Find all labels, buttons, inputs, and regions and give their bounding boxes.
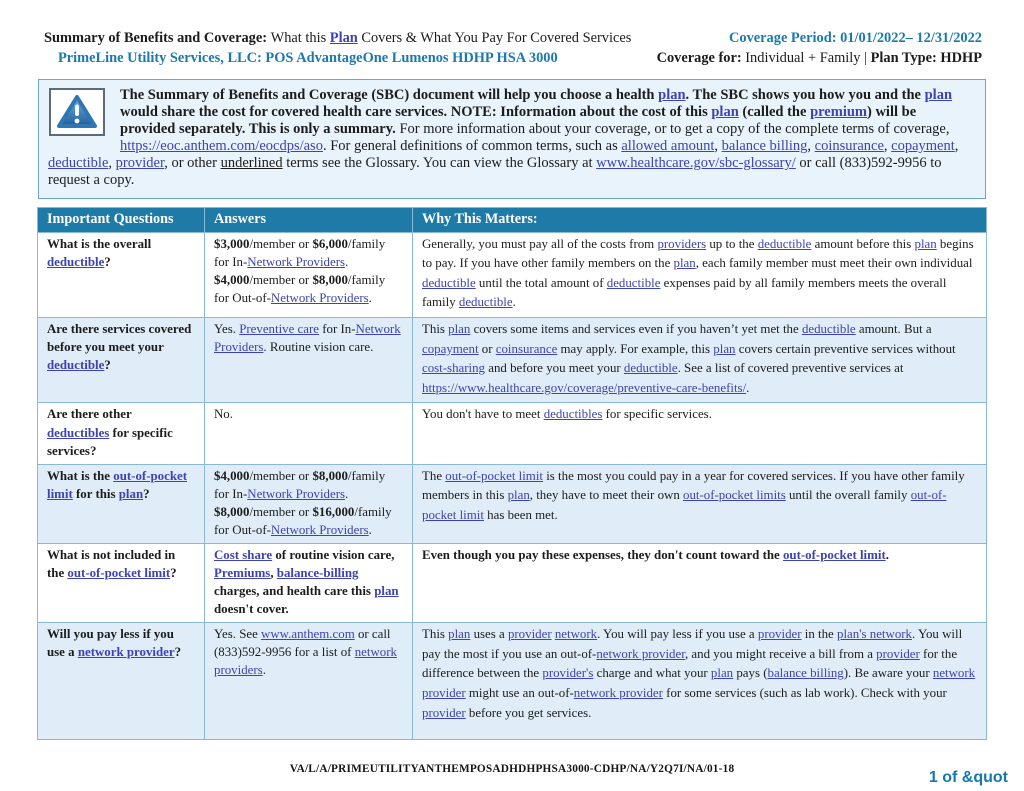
table-row — [38, 318, 987, 403]
answer-cell — [205, 464, 413, 543]
why-cell — [413, 623, 987, 740]
benefits-table-body — [38, 232, 987, 740]
text-segment: /member or — [249, 504, 313, 519]
text-segment: ? — [170, 565, 177, 580]
glossary-link[interactable]: deductible — [606, 275, 661, 290]
glossary-link[interactable]: deductibles — [543, 407, 603, 422]
glossary-link[interactable]: Premiums — [214, 565, 271, 580]
text-segment: ? — [174, 645, 182, 660]
glossary-link[interactable]: coinsurance — [495, 341, 558, 356]
glossary-link[interactable]: plan — [713, 341, 736, 356]
text-segment: ? — [143, 486, 150, 501]
text-segment: up to the — [706, 236, 758, 251]
text-segment: . You will pay the most if you use an out-of- — [422, 627, 963, 661]
text-segment: $8,000 — [214, 504, 250, 519]
glossary-link[interactable]: plan — [710, 666, 734, 681]
text-segment: , — [108, 155, 116, 172]
text-segment: until the overall family — [785, 488, 911, 503]
glossary-link[interactable]: deductibles — [47, 425, 110, 440]
text-segment: $8,000 — [312, 468, 348, 483]
glossary-link[interactable]: copayment — [891, 138, 955, 155]
text-segment: (called the — [738, 104, 811, 121]
glossary-link[interactable]: plan — [924, 86, 953, 103]
text-segment: , each family member must meet their own individual — [695, 256, 973, 271]
text-segment: No. — [214, 407, 233, 422]
glossary-link[interactable]: network provider — [596, 646, 685, 661]
glossary-link[interactable]: plan — [448, 627, 471, 642]
text-segment: . Routine vision care. — [263, 340, 374, 355]
coverage-for — [657, 48, 982, 68]
text-segment: , and you might receive a bill from a — [684, 646, 877, 661]
glossary-link[interactable]: network — [932, 666, 976, 681]
text-segment: /member or — [249, 236, 313, 251]
question-cell — [38, 543, 205, 622]
table-row — [38, 464, 987, 543]
glossary-link[interactable]: out-of-pocket limit — [445, 468, 543, 483]
text-segment: might use an out-of- — [465, 685, 574, 700]
text-segment: begins to pay. If you have other family members on the — [422, 236, 974, 271]
text-segment: . — [512, 295, 516, 310]
glossary-link[interactable]: balance billing — [721, 138, 808, 155]
question-cell — [38, 403, 205, 464]
text-segment: What is not included in the — [47, 547, 176, 580]
glossary-link[interactable]: out-of-pocket limit — [422, 488, 947, 522]
glossary-link[interactable]: plan — [507, 488, 530, 503]
text-segment: What is the overall — [47, 236, 152, 251]
answer-cell — [205, 403, 413, 464]
answer-cell — [205, 232, 413, 317]
coverage-period: Coverage Period: 01/01/2022– 12/31/2022 — [729, 30, 982, 46]
text-segment: You don't have to meet — [422, 407, 544, 422]
text-segment: . — [368, 522, 372, 537]
answer-cell — [205, 543, 413, 622]
glossary-link[interactable]: balance-billing — [276, 565, 359, 580]
why-cell — [413, 403, 987, 464]
text-segment: $3,000 — [214, 236, 250, 251]
glossary-link[interactable]: deductible — [47, 254, 105, 269]
text-segment: , — [714, 138, 722, 155]
glossary-link[interactable]: Network Providers — [247, 254, 346, 269]
text-segment: For more information about your coverage, or to get a copy of the complete terms of coverage, — [399, 121, 950, 138]
glossary-link[interactable]: Network Providers — [270, 522, 369, 537]
glossary-link[interactable]: www.healthcare.gov/sbc-glossary/ — [596, 155, 796, 172]
text-segment: Yes. — [214, 322, 240, 336]
text-segment: Are there services covered before you meet your — [47, 322, 192, 355]
glossary-link[interactable]: out-of-pocket limit — [67, 565, 171, 580]
glossary-link[interactable]: coinsurance — [814, 138, 884, 155]
text-segment: for specific services? — [47, 425, 173, 458]
text-segment: Yes. See — [214, 627, 262, 642]
glossary-link[interactable]: Network Providers — [214, 322, 401, 355]
text-segment: $4,000 — [214, 468, 250, 483]
text-segment: What this — [270, 30, 330, 46]
text-segment: Summary of Benefits and Coverage: — [44, 30, 271, 46]
question-cell — [38, 318, 205, 403]
glossary-link[interactable]: plan's network — [837, 627, 912, 642]
text-segment: before you get services. — [465, 705, 592, 720]
text-segment: covers some items and services even if you haven’t yet met the — [470, 322, 802, 336]
text-segment: /member or — [249, 272, 313, 287]
text-segment: until the total amount of — [475, 275, 607, 290]
text-segment: /family for Out-of- — [214, 504, 392, 537]
glossary-link[interactable]: provider — [757, 627, 802, 642]
column-header-important-questions: Important Questions — [38, 207, 205, 232]
text-segment: may apply. For example, this — [557, 341, 714, 356]
column-header-answers: Answers — [205, 207, 413, 232]
text-segment: Covers & What You Pay For Covered Services — [357, 30, 632, 46]
glossary-link[interactable]: cost-sharing — [422, 361, 486, 376]
question-cell — [38, 464, 205, 543]
text-segment: pays ( — [733, 666, 768, 681]
text-segment: /family for Out-of- — [214, 272, 386, 305]
text-segment: $16,000 — [312, 504, 355, 519]
page-number: 1 of &quot — [928, 769, 1008, 786]
text-segment: for In- — [319, 322, 356, 336]
glossary-link[interactable]: provider's — [542, 666, 594, 681]
glossary-link[interactable]: www.anthem.com — [261, 627, 355, 642]
table-row — [38, 623, 987, 740]
glossary-link[interactable]: Network Providers — [270, 290, 369, 305]
text-segment: and before you meet your — [485, 361, 624, 376]
glossary-link[interactable]: balance billing — [767, 666, 844, 681]
glossary-link[interactable]: network providers — [214, 645, 397, 678]
text-segment: /member or — [249, 468, 313, 483]
glossary-link[interactable]: Cost share — [214, 547, 273, 562]
text-segment: Generally, you must pay all of the costs from — [422, 236, 658, 251]
text-segment: or — [478, 341, 496, 356]
text-segment: Are there other — [47, 407, 132, 422]
text-segment: in the — [801, 627, 837, 642]
text-segment: or call (833)592-9956 to request a copy. — [48, 155, 942, 189]
document-header — [0, 0, 1024, 69]
glossary-link[interactable]: provider — [507, 627, 552, 642]
text-segment: What is the — [47, 468, 114, 483]
warning-triangle-icon — [56, 94, 98, 130]
glossary-link[interactable]: deductible — [47, 358, 105, 373]
text-segment: This — [422, 322, 449, 336]
text-segment: /family for In- — [214, 468, 386, 501]
why-cell — [413, 464, 987, 543]
glossary-link[interactable]: deductible — [48, 155, 109, 172]
glossary-link[interactable]: plan — [448, 322, 471, 336]
text-segment: is the most you could pay in a year for covered services. If you have other family members in this — [422, 468, 965, 503]
text-segment: for specific services. — [602, 407, 712, 422]
glossary-link[interactable]: plan — [374, 584, 399, 598]
text-segment: The Summary of Benefits and Coverage (SBC) document will help you choose a health — [120, 86, 659, 103]
benefits-table — [37, 207, 987, 741]
intro-box — [38, 79, 986, 199]
glossary-link[interactable]: deductible — [757, 236, 812, 251]
text-segment: . — [368, 290, 372, 305]
glossary-link[interactable]: premium — [810, 104, 867, 121]
text-segment: for some services (such as lab work). Check with your — [662, 685, 947, 700]
text-segment: . For general definitions of common terms, such as — [322, 138, 622, 155]
text-segment: , they have to meet their own — [529, 488, 683, 503]
glossary-link[interactable]: https://www.healthcare.gov/coverage/preventive-care-benefits/ — [422, 380, 747, 395]
glossary-link[interactable]: Plan — [329, 30, 358, 46]
glossary-link[interactable]: out-of-pocket limit — [782, 547, 886, 562]
text-segment: , or other — [164, 155, 221, 172]
glossary-link[interactable]: out-of-pocket limits — [683, 488, 786, 503]
why-cell — [413, 543, 987, 622]
answer-cell — [205, 318, 413, 403]
text-segment: ) will be provided separately. This is only a summary. — [120, 104, 917, 138]
text-segment: ). Be aware your — [843, 666, 933, 681]
text-segment: , — [883, 138, 892, 155]
text-segment: charges, and health care this — [214, 584, 375, 598]
glossary-link[interactable]: https://eoc.anthem.com/eocdps/aso — [120, 138, 323, 155]
text-segment: , — [807, 138, 815, 155]
glossary-link[interactable]: Preventive care — [239, 322, 320, 336]
question-cell — [38, 623, 205, 740]
text-segment: expenses paid by all family members meets the overall family — [422, 275, 947, 310]
glossary-link[interactable]: provider — [876, 646, 920, 661]
text-segment: . — [345, 254, 349, 269]
glossary-link[interactable]: providers — [657, 236, 707, 251]
text-segment: . — [345, 486, 349, 501]
benefits-table-header — [38, 207, 987, 232]
text-segment: covers certain preventive services without — [735, 341, 956, 356]
text-segment: charge and what your — [593, 666, 711, 681]
text-segment: ? — [104, 358, 111, 373]
column-header-why-this-matters: Why This Matters: — [413, 207, 987, 232]
glossary-link[interactable]: Network Providers — [247, 486, 346, 501]
text-segment: would share the cost for covered health care services. NOTE: Information about the cost of this — [120, 104, 712, 121]
text-segment: . See a list of covered preventive services at — [677, 361, 904, 376]
glossary-link[interactable]: deductible — [458, 295, 513, 310]
question-cell — [38, 232, 205, 317]
glossary-link[interactable]: deductible — [422, 275, 476, 290]
text-segment: for this — [72, 486, 119, 501]
text-segment: . You will pay less if you use a — [597, 627, 758, 642]
glossary-link[interactable]: allowed amount — [621, 138, 715, 155]
glossary-link[interactable]: plan — [914, 236, 937, 251]
glossary-link[interactable]: plan — [658, 86, 686, 103]
text-segment: The — [422, 468, 446, 483]
glossary-link[interactable]: provider — [115, 155, 165, 172]
table-row — [38, 403, 987, 464]
text-segment: of routine vision care, — [272, 547, 395, 562]
text-segment: amount. But a — [855, 322, 932, 336]
text-segment: . — [746, 380, 750, 395]
text-segment: for the difference between the — [422, 646, 958, 681]
text-segment: Coverage for: — [656, 50, 746, 67]
warning-icon — [49, 88, 105, 136]
text-segment: , — [954, 138, 959, 155]
glossary-link[interactable]: plan — [711, 104, 739, 121]
text-segment: $6,000 — [312, 236, 348, 251]
glossary-link[interactable]: provider — [422, 705, 466, 720]
text-segment: $4,000 — [214, 272, 250, 287]
intro-text — [48, 87, 958, 189]
text-segment: amount before this — [811, 236, 915, 251]
text-segment: Individual + Family | — [745, 50, 871, 67]
text-segment: or call (833)592-9956 for a list of — [214, 627, 391, 660]
text-segment: ? — [104, 254, 111, 269]
plan-name: PrimeLine Utility Services, LLC: POS AdvantageOne Lumenos HDHP HSA 3000 — [58, 50, 558, 67]
text-segment: . — [885, 547, 889, 562]
glossary-link[interactable]: out-of-pocket limit — [47, 468, 187, 501]
text-segment: Will you pay less if you use a — [47, 627, 174, 660]
text-segment: has been met. — [483, 507, 558, 522]
glossary-link[interactable]: network provider — [77, 645, 175, 660]
glossary-link[interactable]: provider — [422, 685, 466, 700]
text-segment: Plan Type: HDHP — [870, 50, 982, 67]
document-code: VA/L/A/PRIMEUTILITYANTHEMPOSADHDHPHSA3000-CDHP/NA/Y2Q7I/NA/01-18 — [289, 763, 735, 775]
text-segment: $8,000 — [312, 272, 348, 287]
answer-cell — [205, 623, 413, 740]
table-row — [38, 543, 987, 622]
text-segment: /family for In- — [214, 236, 386, 269]
document-title — [44, 28, 631, 48]
text-segment: . — [262, 663, 266, 678]
text-segment: underlined — [220, 155, 283, 172]
text-segment: terms see the Glossary. You can view the Glossary at — [282, 155, 597, 172]
text-segment: uses a — [470, 627, 508, 642]
why-cell — [413, 318, 987, 403]
text-segment: Even though you pay these expenses, they don't count toward the — [422, 547, 783, 562]
text-segment: This — [422, 627, 449, 642]
glossary-link[interactable]: deductible — [623, 361, 678, 376]
table-row — [38, 232, 987, 317]
text-segment: . The SBC shows you how you and the — [685, 86, 925, 103]
glossary-link[interactable]: network provider — [573, 685, 663, 700]
why-cell — [413, 232, 987, 317]
glossary-link[interactable]: copayment — [422, 341, 479, 356]
glossary-link[interactable]: network — [554, 627, 598, 642]
glossary-link[interactable]: plan — [673, 256, 696, 271]
text-segment: doesn't cover. — [214, 602, 289, 617]
glossary-link[interactable]: plan — [118, 486, 144, 501]
text-segment: , — [270, 565, 277, 580]
glossary-link[interactable]: deductible — [801, 322, 856, 336]
